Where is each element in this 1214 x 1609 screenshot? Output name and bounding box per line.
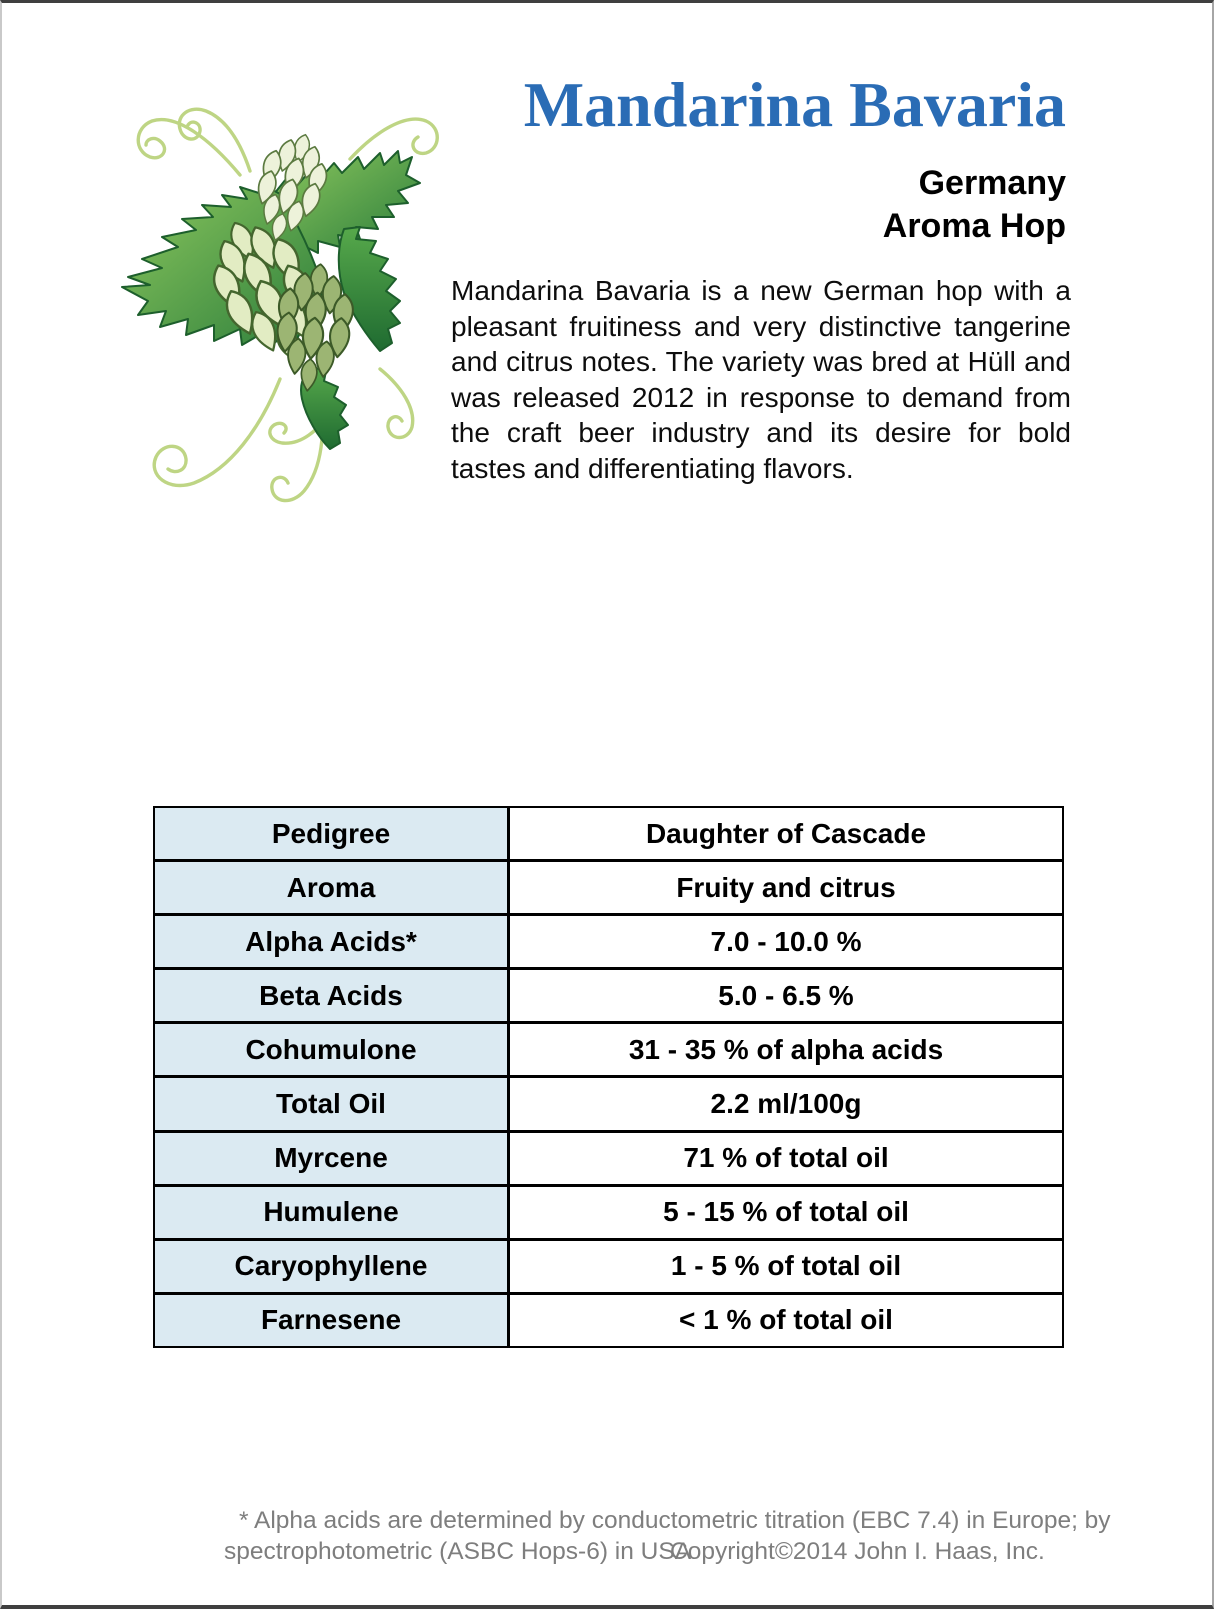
- row-value: Fruity and citrus: [507, 862, 1062, 913]
- hop-type: Aroma Hop: [882, 207, 1066, 245]
- hop-data-table: [153, 806, 1064, 1348]
- table-row-humulene: [155, 1184, 1062, 1238]
- row-label: Aroma: [155, 862, 507, 913]
- row-value: 5 - 15 % of total oil: [507, 1187, 1062, 1238]
- row-label: Alpha Acids*: [155, 916, 507, 967]
- table-row-cohumulone: [155, 1021, 1062, 1075]
- row-value: 71 % of total oil: [507, 1133, 1062, 1184]
- hop-description: Mandarina Bavaria is a new German hop with a pleasant fruitiness and very distinctive tangerine and citrus notes. The variety was bred at Hüll and was released 2012 in response to demand from the craft beer industry and its desire for bold tastes and differentiating flavors.: [451, 275, 1071, 484]
- row-label: Pedigree: [155, 808, 507, 859]
- table-row-farnesene: [155, 1292, 1062, 1346]
- row-value: 31 - 35 % of alpha acids: [507, 1024, 1062, 1075]
- hop-illustration-icon: [90, 79, 454, 529]
- row-label: Total Oil: [155, 1078, 507, 1129]
- table-row-total-oil: [155, 1075, 1062, 1129]
- table-row-myrcene: [155, 1130, 1062, 1184]
- row-value: 2.2 ml/100g: [507, 1078, 1062, 1129]
- page-title: Mandarina Bavaria: [523, 69, 1066, 140]
- table-row-alpha-acids: [155, 913, 1062, 967]
- table-row-pedigree: [155, 808, 1062, 859]
- row-value: 7.0 - 10.0 %: [507, 916, 1062, 967]
- table-row-beta-acids: [155, 967, 1062, 1021]
- hop-country: Germany: [918, 164, 1066, 202]
- row-label: Humulene: [155, 1187, 507, 1238]
- row-label: Farnesene: [155, 1295, 507, 1346]
- row-value: < 1 % of total oil: [507, 1295, 1062, 1346]
- table-row-aroma: [155, 859, 1062, 913]
- row-value: 1 - 5 % of total oil: [507, 1241, 1062, 1292]
- footnote-line1: * Alpha acids are determined by conductometric titration (EBC 7.4) in Europe; by: [239, 1507, 1111, 1534]
- row-value: 5.0 - 6.5 %: [507, 970, 1062, 1021]
- row-label: Myrcene: [155, 1133, 507, 1184]
- row-label: Cohumulone: [155, 1024, 507, 1075]
- table-row-caryophyllene: [155, 1238, 1062, 1292]
- footnote-line2: spectrophotometric (ASBC Hops-6) in USA: [224, 1538, 692, 1565]
- copyright-notice: Copyright©2014 John I. Haas, Inc.: [670, 1538, 1045, 1565]
- row-value: Daughter of Cascade: [507, 808, 1062, 859]
- row-label: Beta Acids: [155, 970, 507, 1021]
- row-label: Caryophyllene: [155, 1241, 507, 1292]
